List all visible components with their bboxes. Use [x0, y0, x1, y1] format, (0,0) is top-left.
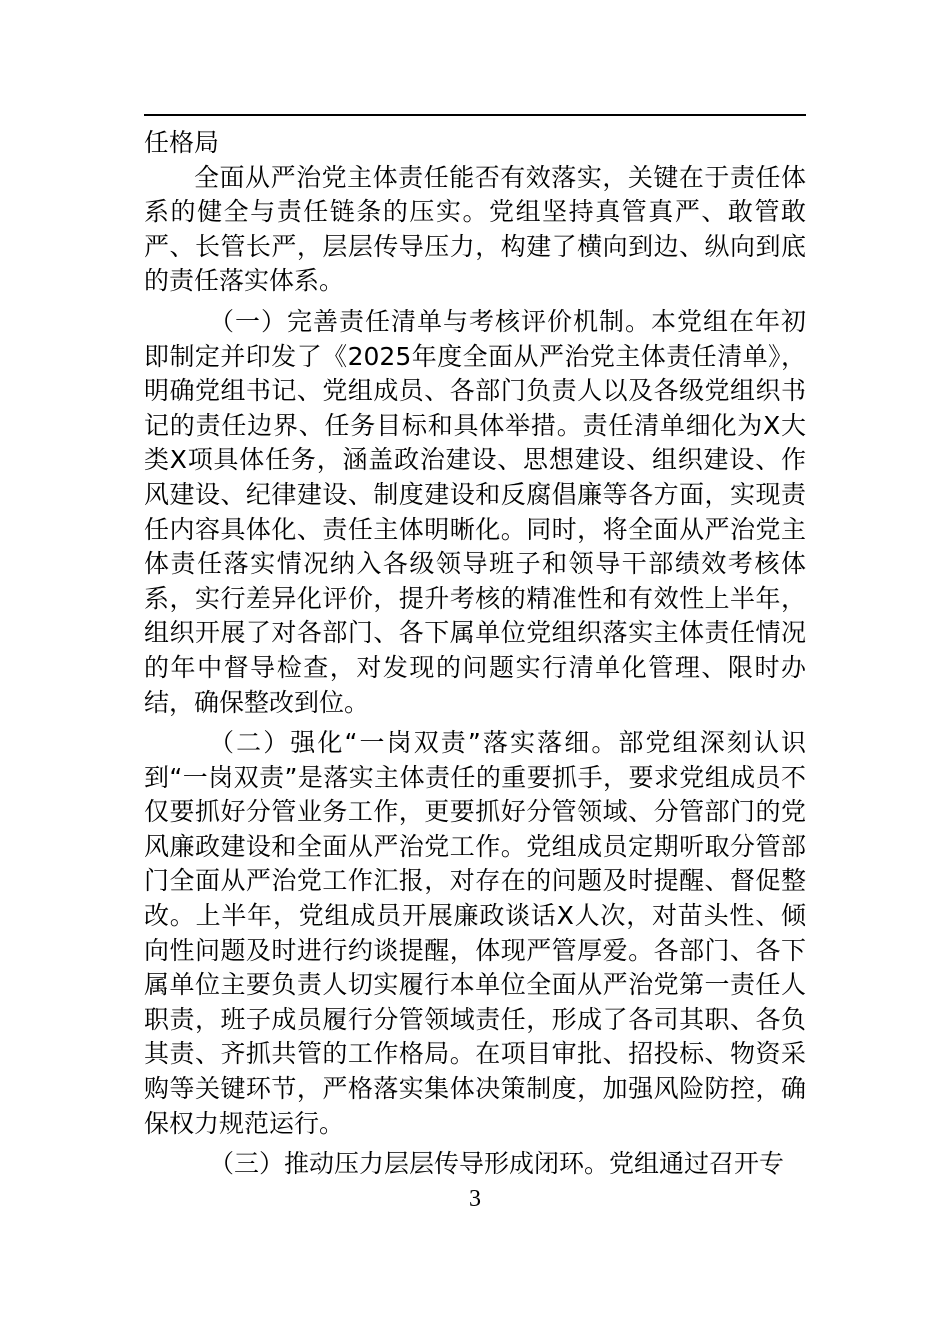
intro-paragraph: 全面从严治党主体责任能否有效落实，关键在于责任体系的健全与责任链条的压实。党组坚持真管真严、敢管敢严、长管长严，层层传导压力，构建了横向到边、纵向到底的责任落实体系。 [144, 162, 806, 296]
section-one-paragraph: （一）完善责任清单与考核评价机制。本党组在年初即制定并印发了《2025年度全面从严治党主体责任清单》，明确党组书记、党组成员、各部门负责人以及各级党组织书记的责任边界、任务目标和具体举措。责任清单细化为X大类X项具体任务，涵盖政治建设、思想建设、组织建设、作风建设、纪律建设、制度建设和反腐倡廉等各方面，实现责任内容具体化、责任主体明晰化。同时，将全面从严治党主体责任落实情况纳入各级领导班子和领导干部绩效考核体系，实行差异化评价，提升考核的精准性和有效性上半年，组织开展了对各部门、各下属单位党组织落实主体责任情况的年中督导检查，对发现的问题实行清单化管理、限时办结，确保整改到位。 [144, 306, 806, 717]
section-three-paragraph: （三）推动压力层层传导形成闭环。党组通过召开专 [209, 1149, 785, 1179]
continuation-line: 任格局 [144, 128, 220, 157]
header-divider [144, 114, 806, 116]
section-two-paragraph: （二）强化“一岗双责”落实落细。部党组深刻认识到“一岗双责”是落实主体责任的重要抓手，要求党组成员不仅要抓好分管业务工作，更要抓好分管领域、分管部门的党风廉政建设和全面从严治党工作。党组成员定期听取分管部门全面从严治党工作汇报，对存在的问题及时提醒、督促整改。上半年，党组成员开展廉政谈话X人次，对苗头性、倾向性问题及时进行约谈提醒，体现严管厚爱。各部门、各下属单位主要负责人切实履行本单位全面从严治党第一责任人职责，班子成员履行分管领域责任，形成了各司其职、各负其责、齐抓共管的工作格局。在项目审批、招投标、物资采购等关键环节，严格落实集体决策制度，加强风险防控，确保权力规范运行。 [144, 728, 806, 1138]
document-body [144, 126, 806, 1182]
page-number: 3 [469, 1186, 481, 1212]
